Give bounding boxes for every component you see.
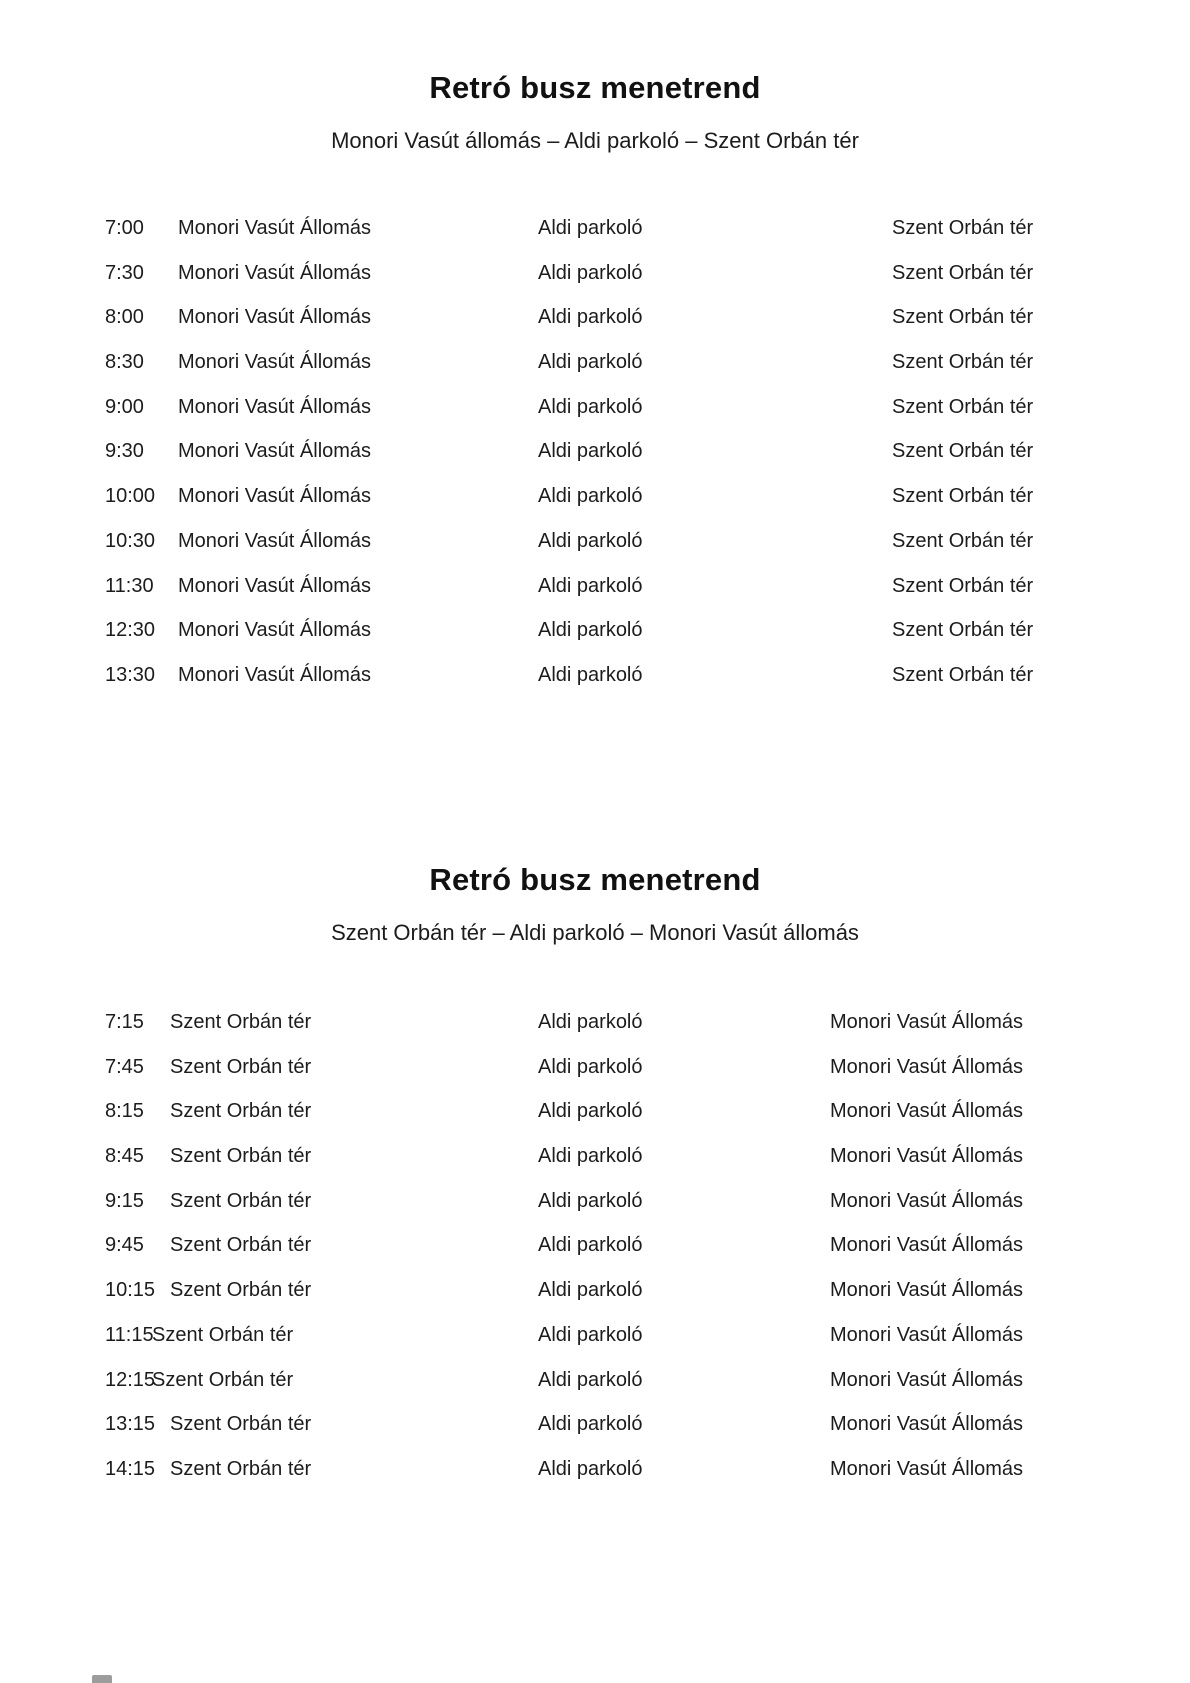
scan-artifact: [92, 1675, 112, 1683]
stop-2: Aldi parkoló: [538, 306, 643, 329]
stop-3: Monori Vasút Állomás: [830, 1189, 1024, 1212]
departure-time: 8:45: [105, 1145, 144, 1168]
timetable-return: [0, 1010, 1190, 1502]
stop-1: Monori Vasút Állomás: [178, 663, 372, 686]
stop-2: Aldi parkoló: [538, 529, 643, 552]
stop-2: Aldi parkoló: [538, 1055, 643, 1078]
stop-1: Monori Vasút Állomás: [178, 351, 372, 374]
departure-time: 7:30: [105, 261, 144, 284]
departure-time: 7:15: [105, 1011, 144, 1033]
stop-3: Szent Orbán tér: [892, 663, 1034, 686]
stop-3: Monori Vasút Állomás: [830, 1279, 1024, 1302]
stop-3: Szent Orbán tér: [892, 261, 1034, 284]
stop-3: Monori Vasút Állomás: [830, 1323, 1024, 1346]
stop-1: Monori Vasút Állomás: [178, 574, 372, 597]
stop-1: Monori Vasút Állomás: [178, 395, 372, 418]
departure-time: 8:15: [105, 1100, 144, 1123]
stop-2: Aldi parkoló: [538, 663, 643, 686]
stop-2: Aldi parkoló: [538, 1189, 643, 1212]
stop-1: Monori Vasút Állomás: [178, 217, 372, 239]
stop-3: Szent Orbán tér: [892, 306, 1034, 329]
departure-time: 7:00: [105, 217, 144, 239]
departure-time: 9:30: [105, 440, 144, 463]
departure-time: 7:45: [105, 1055, 144, 1078]
stop-2: Aldi parkoló: [538, 395, 643, 418]
stop-2: Aldi parkoló: [538, 574, 643, 597]
stop-3: Monori Vasút Állomás: [830, 1368, 1024, 1391]
table-row: [0, 1457, 1190, 1502]
stop-1: Szent Orbán tér: [152, 1368, 294, 1391]
stop-1: Szent Orbán tér: [170, 1189, 312, 1212]
stop-3: Szent Orbán tér: [892, 351, 1034, 374]
departure-time: 9:00: [105, 395, 144, 418]
page-title-2: Retró busz menetrend: [429, 862, 761, 897]
departure-time: 12:30: [105, 619, 156, 642]
stop-1: Szent Orbán tér: [170, 1234, 312, 1257]
stop-3: Szent Orbán tér: [892, 217, 1034, 239]
stop-2: Aldi parkoló: [538, 1413, 643, 1436]
departure-time: 13:30: [105, 663, 156, 686]
stop-1: Szent Orbán tér: [152, 1323, 294, 1346]
stop-1: Szent Orbán tér: [170, 1413, 312, 1436]
table-row: [0, 1189, 1190, 1234]
table-row: [0, 529, 1190, 574]
stop-3: Monori Vasút Állomás: [830, 1011, 1024, 1033]
departure-time: 13:15: [105, 1413, 156, 1436]
table-row: [0, 1233, 1190, 1278]
table-row: [0, 663, 1190, 708]
table-row: [0, 1368, 1190, 1413]
table-row: [0, 216, 1190, 261]
stop-3: Szent Orbán tér: [892, 395, 1034, 418]
stop-2: Aldi parkoló: [538, 1145, 643, 1168]
table-row: [0, 1055, 1190, 1100]
stop-3: Monori Vasút Állomás: [830, 1457, 1024, 1480]
stop-2: Aldi parkoló: [538, 1100, 643, 1123]
departure-time: 11:30: [105, 574, 154, 597]
departure-time: 10:30: [105, 529, 156, 552]
table-row: [0, 618, 1190, 663]
stop-3: Monori Vasút Állomás: [830, 1100, 1024, 1123]
stop-3: Szent Orbán tér: [892, 574, 1034, 597]
stop-1: Szent Orbán tér: [170, 1145, 312, 1168]
page-title: Retró busz menetrend: [429, 70, 761, 105]
departure-time: 14:15: [105, 1457, 156, 1480]
stop-3: Szent Orbán tér: [892, 619, 1034, 642]
departure-time: 9:45: [105, 1234, 144, 1257]
stop-1: Szent Orbán tér: [170, 1279, 312, 1302]
table-row: [0, 1144, 1190, 1189]
stop-2: Aldi parkoló: [538, 261, 643, 284]
timetable-outbound: [0, 216, 1190, 708]
stop-3: Monori Vasút Állomás: [830, 1413, 1024, 1436]
stop-3: Szent Orbán tér: [892, 485, 1034, 508]
stop-2: Aldi parkoló: [538, 1279, 643, 1302]
stop-2: Aldi parkoló: [538, 440, 643, 463]
stop-1: Szent Orbán tér: [170, 1100, 312, 1123]
stop-1: Monori Vasút Állomás: [178, 529, 372, 552]
stop-1: Monori Vasút Állomás: [178, 261, 372, 284]
departure-time: 8:30: [105, 351, 144, 374]
departure-time: 11:15: [105, 1323, 154, 1346]
stop-3: Szent Orbán tér: [892, 440, 1034, 463]
table-row: [0, 1323, 1190, 1368]
table-row: [0, 261, 1190, 306]
departure-time: 12:15: [105, 1368, 156, 1391]
route-subtitle-2: Szent Orbán tér – Aldi parkoló – Monori Vasút állomás: [331, 920, 859, 945]
stop-1: Szent Orbán tér: [170, 1457, 312, 1480]
stop-2: Aldi parkoló: [538, 1457, 643, 1480]
table-row: [0, 439, 1190, 484]
stop-2: Aldi parkoló: [538, 1323, 643, 1346]
stop-1: Monori Vasút Állomás: [178, 440, 372, 463]
departure-time: 10:00: [105, 485, 156, 508]
stop-1: Szent Orbán tér: [170, 1011, 312, 1033]
table-row: [0, 1010, 1190, 1055]
departure-time: 9:15: [105, 1189, 144, 1212]
stop-2: Aldi parkoló: [538, 1368, 643, 1391]
table-row: [0, 1412, 1190, 1457]
departure-time: 10:15: [105, 1279, 156, 1302]
stop-3: Szent Orbán tér: [892, 529, 1034, 552]
stop-2: Aldi parkoló: [538, 619, 643, 642]
table-row: [0, 350, 1190, 395]
table-row: [0, 1099, 1190, 1144]
stop-1: Monori Vasút Állomás: [178, 619, 372, 642]
stop-2: Aldi parkoló: [538, 1011, 643, 1033]
table-row: [0, 574, 1190, 619]
route-subtitle: Monori Vasút állomás – Aldi parkoló – Szent Orbán tér: [331, 128, 859, 153]
table-row: [0, 484, 1190, 529]
stop-3: Monori Vasút Állomás: [830, 1055, 1024, 1078]
departure-time: 8:00: [105, 306, 144, 329]
stop-3: Monori Vasút Állomás: [830, 1234, 1024, 1257]
table-row: [0, 305, 1190, 350]
stop-2: Aldi parkoló: [538, 217, 643, 239]
stop-2: Aldi parkoló: [538, 485, 643, 508]
stop-1: Monori Vasút Állomás: [178, 306, 372, 329]
table-row: [0, 395, 1190, 440]
stop-3: Monori Vasút Állomás: [830, 1145, 1024, 1168]
stop-2: Aldi parkoló: [538, 1234, 643, 1257]
stop-1: Monori Vasút Állomás: [178, 485, 372, 508]
table-row: [0, 1278, 1190, 1323]
stop-2: Aldi parkoló: [538, 351, 643, 374]
stop-1: Szent Orbán tér: [170, 1055, 312, 1078]
